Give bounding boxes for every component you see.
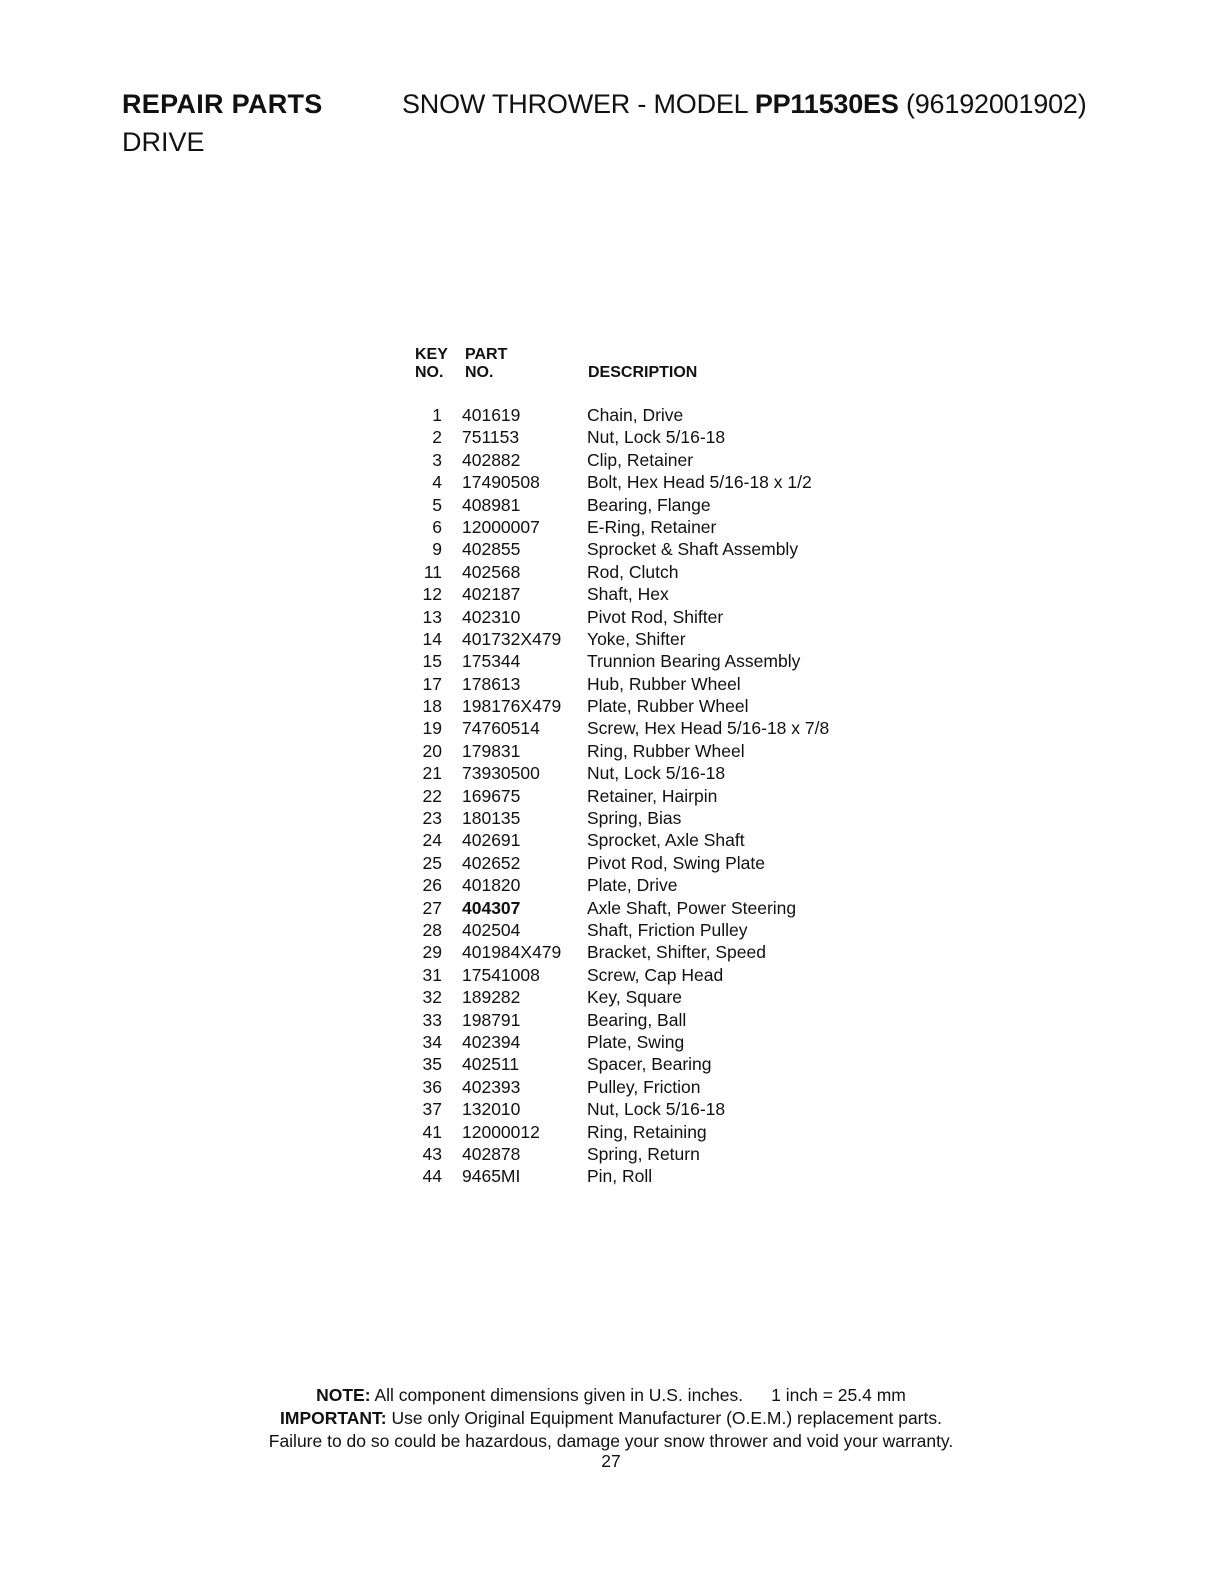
key-no: 28 <box>422 919 442 940</box>
part-no: 12000007 <box>462 516 540 537</box>
table-row <box>400 874 920 896</box>
table-row <box>400 538 920 560</box>
table-row <box>400 404 920 426</box>
table-row <box>400 426 920 448</box>
description: Spacer, Bearing <box>587 1054 712 1075</box>
key-no: 24 <box>422 830 442 851</box>
key-no: 31 <box>422 964 442 985</box>
key-no: 12 <box>422 584 442 605</box>
description: Retainer, Hairpin <box>587 785 718 806</box>
description: Pivot Rod, Swing Plate <box>587 852 766 873</box>
description: Ring, Retaining <box>587 1121 707 1142</box>
table-row <box>400 628 920 650</box>
description: Screw, Hex Head 5/16-18 x 7/8 <box>587 718 830 739</box>
part-no: 198791 <box>462 1009 521 1030</box>
model-title <box>402 88 1087 120</box>
description: Shaft, Hex <box>587 584 669 605</box>
key-no: 2 <box>432 427 442 448</box>
table-row <box>400 449 920 471</box>
note-line <box>0 1384 1222 1407</box>
description: Spring, Bias <box>587 808 682 829</box>
important-line <box>0 1407 1222 1430</box>
parts-table <box>400 344 920 1188</box>
key-no: 21 <box>422 763 442 784</box>
part-no: 73930500 <box>462 763 540 784</box>
key-no: 44 <box>422 1166 442 1187</box>
description: Rod, Clutch <box>587 561 679 582</box>
description: Hub, Rubber Wheel <box>587 673 741 694</box>
key-no: 19 <box>422 718 442 739</box>
key-no-header <box>415 346 448 382</box>
note-label: NOTE: <box>316 1385 371 1405</box>
key-no: 41 <box>422 1121 442 1142</box>
section-title: DRIVE <box>122 127 205 157</box>
table-row <box>400 1098 920 1120</box>
key-no: 25 <box>422 852 442 873</box>
note-text: All component dimensions given in U.S. inches. <box>374 1385 744 1405</box>
part-no: 401984X479 <box>462 942 562 963</box>
table-row <box>400 1076 920 1098</box>
part-no: 17541008 <box>462 964 540 985</box>
description: Trunnion Bearing Assembly <box>587 651 801 672</box>
part-no: 180135 <box>462 808 521 829</box>
key-no: 23 <box>422 808 442 829</box>
description: Plate, Swing <box>587 1031 685 1052</box>
description: Pin, Roll <box>587 1166 653 1187</box>
key-no: 43 <box>422 1143 442 1164</box>
description: Pulley, Friction <box>587 1076 701 1097</box>
key-no: 37 <box>422 1099 442 1120</box>
notes <box>0 1384 1222 1453</box>
model-name: PP11530ES <box>754 89 899 119</box>
description: Nut, Lock 5/16-18 <box>587 427 726 448</box>
part-no: 402187 <box>462 584 521 605</box>
part-no: 408981 <box>462 494 521 515</box>
description: Key, Square <box>587 987 683 1008</box>
description: Screw, Cap Head <box>587 964 724 985</box>
key-header-line2: NO. <box>415 364 444 381</box>
table-row <box>400 516 920 538</box>
table-row <box>400 471 920 493</box>
table-row <box>400 673 920 695</box>
page-number: 27 <box>601 1451 621 1471</box>
description: Bearing, Flange <box>587 494 711 515</box>
description: Plate, Rubber Wheel <box>587 696 749 717</box>
table-row <box>400 785 920 807</box>
table-row <box>400 852 920 874</box>
key-no: 22 <box>422 785 442 806</box>
table-row <box>400 1143 920 1165</box>
part-no: 12000012 <box>462 1121 540 1142</box>
description: Sprocket, Axle Shaft <box>587 830 745 851</box>
important-text: Use only Original Equipment Manufacturer (O.E.M.) replacement parts. <box>391 1408 942 1428</box>
part-no: 198176X479 <box>462 696 562 717</box>
table-row <box>400 986 920 1008</box>
table-row <box>400 829 920 851</box>
key-no: 17 <box>422 673 442 694</box>
description: Pivot Rod, Shifter <box>587 606 724 627</box>
table-row <box>400 606 920 628</box>
description: Ring, Rubber Wheel <box>587 740 745 761</box>
key-no: 32 <box>422 987 442 1008</box>
key-no: 20 <box>422 740 442 761</box>
table-row <box>400 1031 920 1053</box>
key-no: 27 <box>422 897 442 918</box>
table-row <box>400 717 920 739</box>
part-no: 178613 <box>462 673 521 694</box>
table-row <box>400 1121 920 1143</box>
table-header <box>400 344 920 404</box>
table-row <box>400 561 920 583</box>
description: Clip, Retainer <box>587 449 694 470</box>
description: Axle Shaft, Power Steering <box>587 897 797 918</box>
table-row <box>400 583 920 605</box>
table-row <box>400 807 920 829</box>
part-no: 402691 <box>462 830 521 851</box>
key-no: 11 <box>423 561 442 582</box>
key-no: 36 <box>422 1076 442 1097</box>
key-no: 33 <box>422 1009 442 1030</box>
description: Bolt, Hex Head 5/16-18 x 1/2 <box>587 472 812 493</box>
key-no: 15 <box>422 651 442 672</box>
description: Yoke, Shifter <box>587 628 686 649</box>
part-no: 175344 <box>462 651 521 672</box>
part-no: 132010 <box>462 1099 521 1120</box>
part-no: 402882 <box>462 449 521 470</box>
table-row <box>400 494 920 516</box>
part-no: 402511 <box>462 1054 520 1075</box>
part-no: 402878 <box>462 1143 521 1164</box>
table-row <box>400 740 920 762</box>
part-no-header <box>465 346 507 382</box>
part-no: 401732X479 <box>462 628 562 649</box>
table-body <box>400 404 920 1188</box>
part-header-line2: NO. <box>465 364 494 381</box>
part-no: 9465MI <box>462 1166 521 1187</box>
description: Sprocket & Shaft Assembly <box>587 539 799 560</box>
table-row <box>400 1053 920 1075</box>
part-no: 17490508 <box>462 472 540 493</box>
description-header: DESCRIPTION <box>588 364 698 381</box>
key-no: 18 <box>422 696 442 717</box>
description: Nut, Lock 5/16-18 <box>587 763 726 784</box>
table-row <box>400 1165 920 1187</box>
key-no: 14 <box>422 628 442 649</box>
part-no: 404307 <box>462 897 521 918</box>
part-no: 402504 <box>462 919 521 940</box>
part-no: 402394 <box>462 1031 521 1052</box>
part-no: 402310 <box>462 606 521 627</box>
repair-parts-heading: REPAIR PARTS <box>122 89 323 119</box>
table-row <box>400 1009 920 1031</box>
key-no: 26 <box>422 875 442 896</box>
key-no: 13 <box>422 606 442 627</box>
description: Spring, Return <box>587 1143 700 1164</box>
description: Chain, Drive <box>587 405 684 425</box>
key-header-line1: KEY <box>415 346 448 363</box>
warning-line: Failure to do so could be hazardous, damage your snow thrower and void your warranty. <box>268 1431 954 1451</box>
table-row <box>400 695 920 717</box>
part-no: 74760514 <box>462 718 540 739</box>
conversion-text: 1 inch = 25.4 mm <box>771 1385 906 1405</box>
key-no: 35 <box>422 1054 442 1075</box>
table-row <box>400 941 920 963</box>
part-no: 751153 <box>462 427 520 448</box>
part-no: 402568 <box>462 561 521 582</box>
key-no: 3 <box>432 449 442 470</box>
key-no: 9 <box>432 539 442 560</box>
description: Nut, Lock 5/16-18 <box>587 1099 726 1120</box>
description: E-Ring, Retainer <box>587 516 717 537</box>
key-no: 5 <box>432 494 442 515</box>
table-row <box>400 919 920 941</box>
key-no: 34 <box>422 1031 442 1052</box>
key-no: 1 <box>432 405 442 425</box>
part-no: 189282 <box>462 987 521 1008</box>
part-no: 401619 <box>462 405 521 425</box>
description: Bracket, Shifter, Speed <box>587 942 766 963</box>
key-no: 4 <box>432 472 442 493</box>
table-row <box>400 897 920 919</box>
part-no: 169675 <box>462 785 521 806</box>
important-label: IMPORTANT: <box>280 1408 387 1428</box>
table-row <box>400 964 920 986</box>
part-no: 402652 <box>462 852 521 873</box>
table-row <box>400 762 920 784</box>
part-no: 402855 <box>462 539 521 560</box>
model-number: (96192001902) <box>905 89 1087 119</box>
description: Shaft, Friction Pulley <box>587 919 748 940</box>
description: Bearing, Ball <box>587 1009 687 1030</box>
key-no: 29 <box>422 942 442 963</box>
table-row <box>400 650 920 672</box>
part-no: 401820 <box>462 875 521 896</box>
part-header-line1: PART <box>465 346 508 363</box>
description: Plate, Drive <box>587 875 678 896</box>
title-prefix: SNOW THROWER - MODEL <box>402 89 755 119</box>
part-no: 402393 <box>462 1076 521 1097</box>
part-no: 179831 <box>462 740 521 761</box>
key-no: 6 <box>432 516 442 537</box>
